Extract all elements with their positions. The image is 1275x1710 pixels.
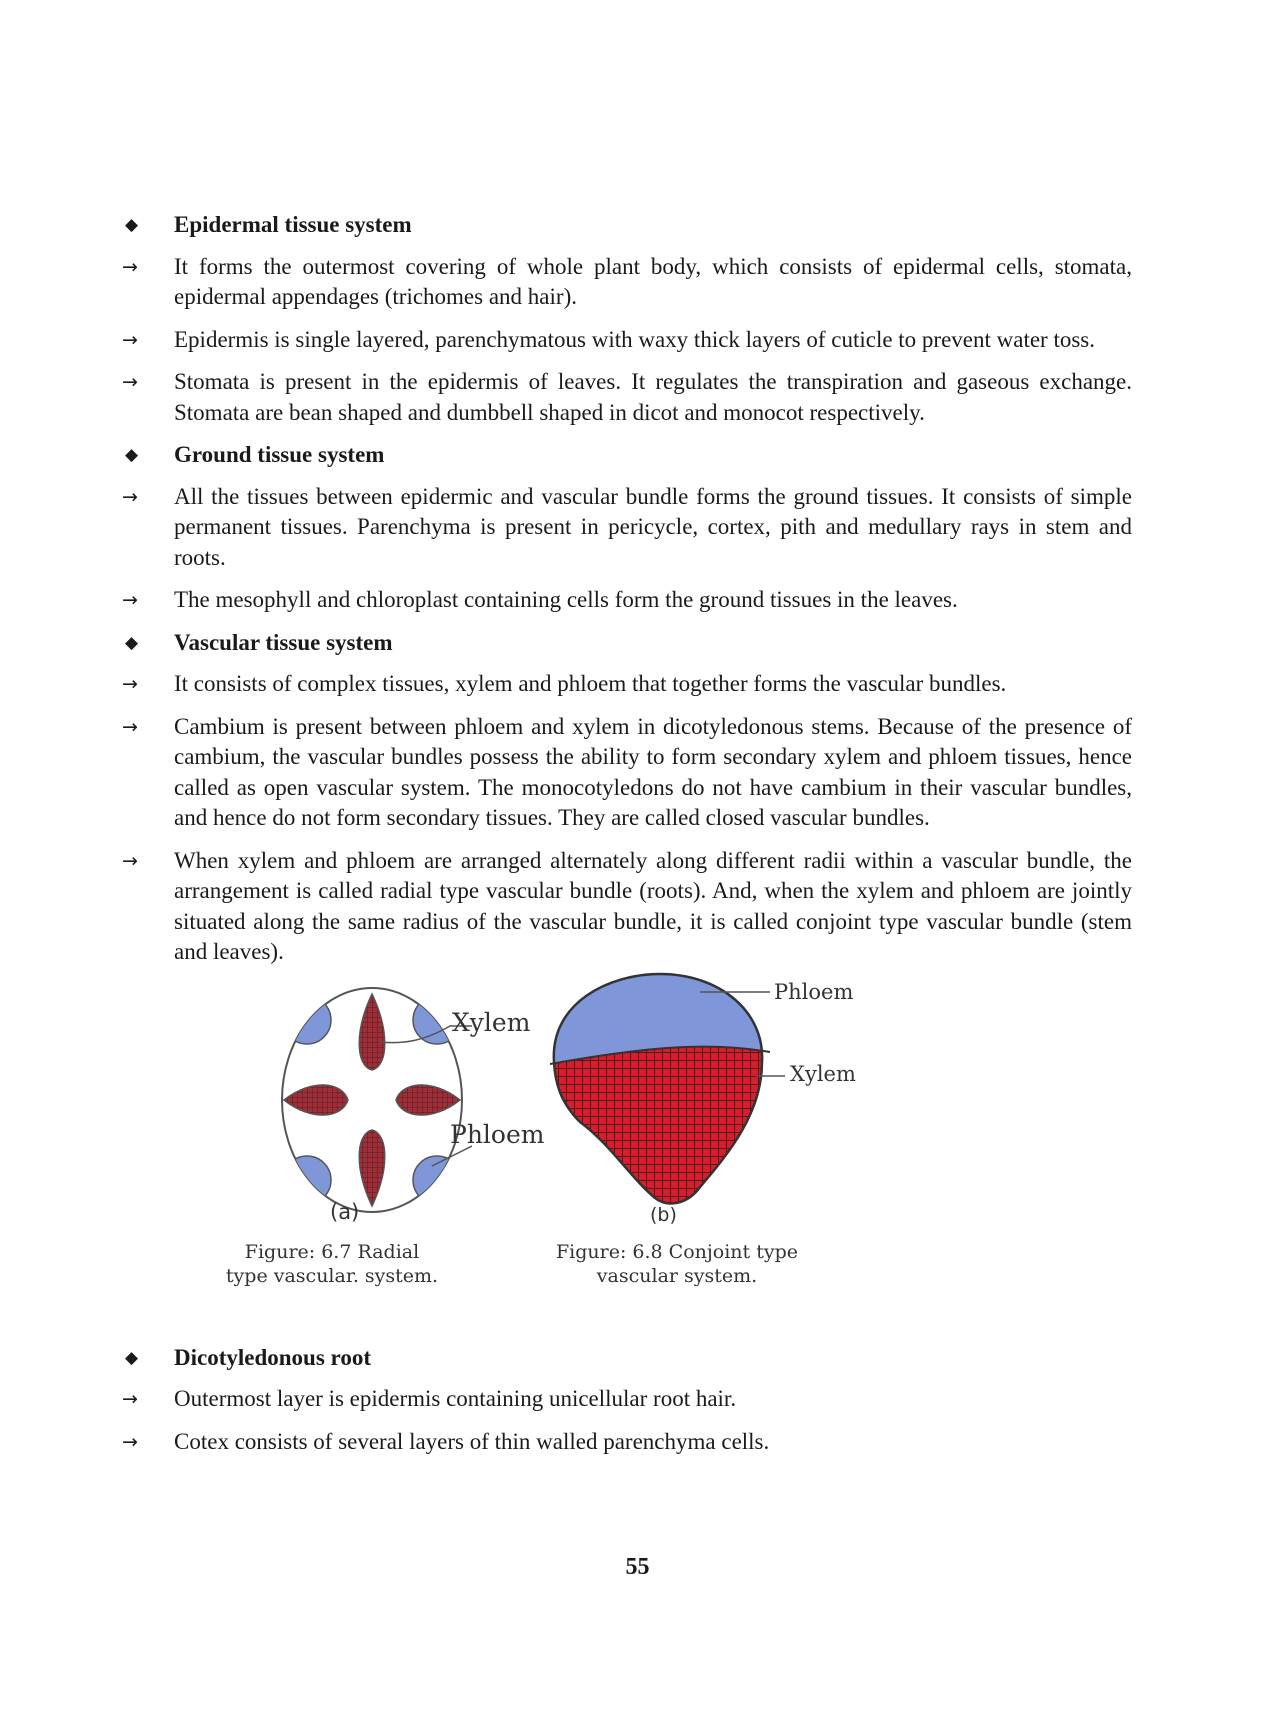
diamond-bullet-icon: ◆: [125, 632, 139, 653]
heading-text: Epidermal tissue system: [174, 212, 412, 237]
diamond-bullet-icon: ◆: [125, 1347, 139, 1368]
point-text: Cotex consists of several layers of thin walled parenchyma cells.: [174, 1428, 770, 1454]
list-item: [122, 367, 1132, 428]
list-item: [122, 1427, 1132, 1458]
point-text: Epidermis is single layered, parenchymatous with waxy thick layers of cuticle to prevent water toss.: [174, 326, 1096, 352]
radial-vascular-diagram: [272, 982, 472, 1222]
figure-row: [122, 972, 1132, 1337]
arrow-bullet-icon: →: [122, 673, 138, 695]
caption-line: Figure: 6.8 Conjoint type: [556, 1240, 798, 1263]
xylem-label: Xylem: [790, 1061, 856, 1086]
point-text: The mesophyll and chloroplast containing cells form the ground tissues in the leaves.: [174, 587, 958, 612]
arrow-bullet-icon: →: [122, 715, 138, 738]
heading-text: Vascular tissue system: [174, 629, 393, 655]
arrow-bullet-icon: →: [122, 328, 138, 351]
arrow-bullet-icon: →: [122, 1388, 138, 1410]
arrow-bullet-icon: →: [122, 255, 138, 278]
figure-caption: [542, 1240, 812, 1288]
caption-line: vascular system.: [596, 1264, 758, 1287]
list-item: [122, 669, 1132, 700]
list-item: [122, 846, 1132, 968]
point-text: Stomata is present in the epidermis of leaves. It regulates the transpiration and gaseous exchange. Stomata are bean shaped and dumbbell shaped in dicot and monocot respectively.: [174, 369, 1132, 425]
xylem-label: Xylem: [452, 1007, 531, 1037]
point-text: Cambium is present between phloem and xylem in dicotyledonous stems. Because of the presence of cambium, the vascular bundles possess the ability to form secondary xylem and phloem tissues, hence called as open vascular system. The monocotyledons do not have cambium in their vascular bundles, and hence do not form secondary tissues. They are called closed vascular bundles.: [174, 713, 1132, 830]
point-text: It forms the outermost covering of whole plant body, which consists of epidermal cells, stomata, epidermal appendages (trichomes and hair).: [174, 253, 1132, 309]
section-heading: [122, 1343, 1132, 1374]
phloem-label: Phloem: [774, 979, 854, 1004]
list-item: [122, 712, 1132, 834]
arrow-bullet-icon: →: [122, 485, 138, 508]
list-item: [122, 585, 1132, 616]
section-heading: [122, 440, 1132, 471]
heading-text: Dicotyledonous root: [174, 1344, 371, 1370]
page-number: 55: [625, 1554, 650, 1580]
diamond-bullet-icon: ◆: [125, 445, 139, 465]
figure-sublabel: (a): [330, 1199, 360, 1224]
diamond-bullet-icon: ◆: [125, 215, 139, 235]
point-text: It consists of complex tissues, xylem and phloem that together forms the vascular bundles.: [174, 671, 1007, 696]
point-text: When xylem and phloem are arranged alternately along different radii within a vascular bundle, the arrangement is called radial type vascular bundle (roots). And, when the xylem and phloem are jointly situated along the same radius of the vascular bundle, it is called conjoint type vascular bundle (stem and leaves).: [174, 847, 1132, 964]
caption-line: type vascular. system.: [225, 1264, 439, 1287]
list-item: [122, 1384, 1132, 1415]
heading-text: Ground tissue system: [174, 442, 385, 467]
point-text: Outermost layer is epidermis containing unicellular root hair.: [174, 1386, 737, 1411]
arrow-bullet-icon: →: [122, 1430, 138, 1453]
list-item: [122, 482, 1132, 574]
section-heading: [122, 628, 1132, 659]
caption-line: Figure: 6.7 Radial: [244, 1240, 420, 1263]
page-content: [122, 210, 1132, 1469]
list-item: [122, 252, 1132, 313]
figure-caption: [212, 1240, 452, 1288]
list-item: [122, 325, 1132, 356]
point-text: All the tissues between epidermic and vascular bundle forms the ground tissues. It consists of simple permanent tissues. Parenchyma is present in pericycle, cortex, pith and medullary rays in stem and roots.: [174, 483, 1132, 570]
section-heading: [122, 210, 1132, 241]
arrow-bullet-icon: →: [122, 849, 138, 872]
figure-sublabel: (b): [650, 1203, 677, 1226]
arrow-bullet-icon: →: [122, 589, 138, 611]
arrow-bullet-icon: →: [122, 371, 138, 393]
conjoint-vascular-diagram: [550, 972, 880, 1222]
phloem-label: Phloem: [450, 1119, 545, 1149]
